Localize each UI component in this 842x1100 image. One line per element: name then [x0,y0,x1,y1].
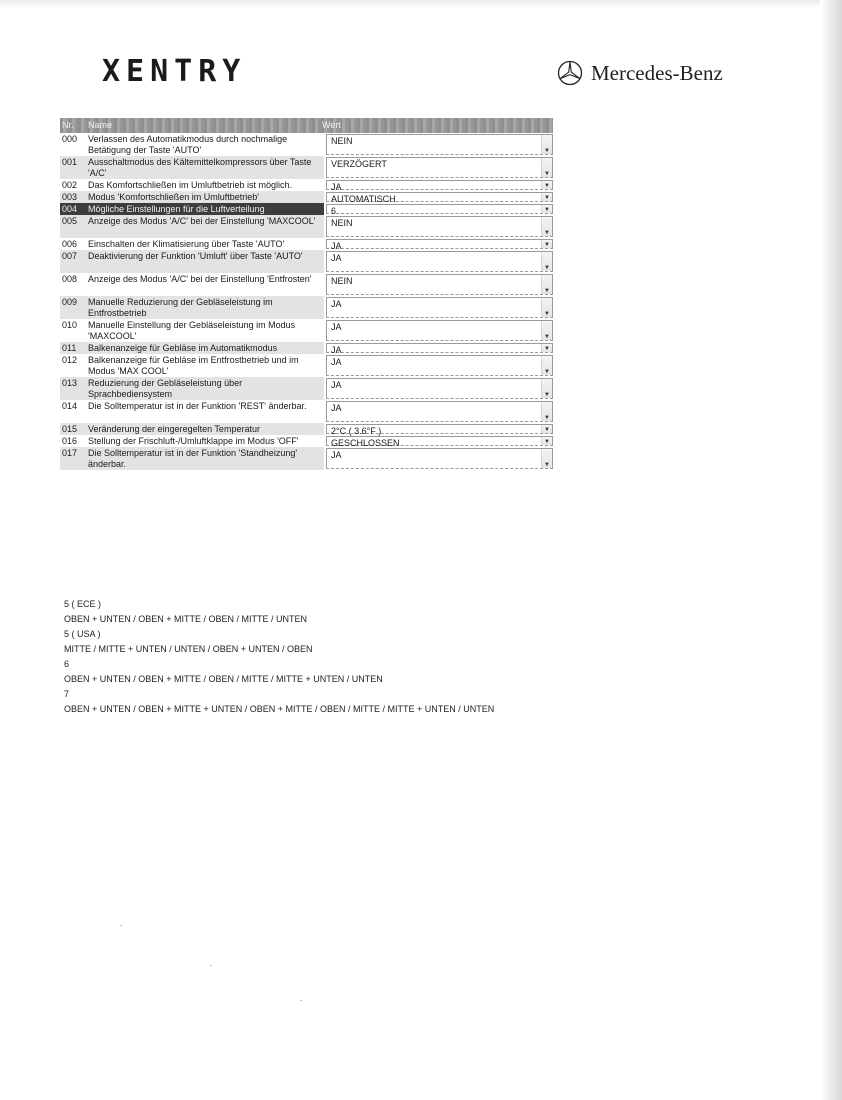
coding-table [60,118,553,470]
value-select[interactable] [326,424,553,434]
value-text: VERZÖGERT [331,159,387,169]
row-name: Anzeige des Modus 'A/C' bei der Einstellung 'MAXCOOL' [86,215,324,238]
table-row[interactable] [60,203,553,215]
value-text: JA [331,322,342,332]
dropdown-arrow-icon[interactable]: ▼ [541,379,552,398]
row-number: 012 [62,355,78,365]
mercedes-benz-logo [557,60,723,86]
table-row[interactable] [60,238,553,250]
row-name: Manuelle Reduzierung der Gebläseleistung im Entfrostbetrieb [86,296,324,319]
value-select[interactable] [326,239,553,249]
value-text: NEIN [331,276,353,286]
value-select[interactable] [326,251,553,272]
value-text: 6 [331,206,337,216]
dropdown-arrow-icon[interactable]: ▼ [541,402,552,421]
mercedes-star-icon [557,60,583,86]
row-number: 007 [60,250,86,273]
note-line: 6 [64,659,70,669]
row-number: 016 [62,436,78,446]
note-line: MITTE / MITTE + UNTEN / UNTEN / OBEN + UNTEN / OBEN [64,644,313,654]
table-row[interactable] [60,215,553,238]
row-number: 008 [62,274,78,284]
table-row[interactable] [60,435,553,447]
value-text: NEIN [331,218,353,228]
table-row[interactable] [60,133,553,156]
dropdown-arrow-icon[interactable]: ▼ [541,158,552,177]
row-name: Mögliche Einstellungen für die Luftverteilung [86,203,324,215]
row-number: 010 [62,320,78,330]
scan-edge-top [0,0,842,8]
value-select[interactable] [326,401,553,422]
value-text: JA [331,182,342,192]
column-header-name: Name [88,120,113,130]
dropdown-arrow-icon[interactable]: ▼ [541,217,552,236]
column-header-wert: Wert [322,120,341,130]
table-row[interactable] [60,156,553,179]
row-name: Manuelle Einstellung der Gebläseleistung im Modus 'MAXCOOL' [88,320,296,341]
value-select[interactable] [326,180,553,190]
value-select[interactable] [326,448,553,469]
air-distribution-notes [64,597,494,717]
table-row[interactable] [60,447,553,470]
row-name: Verlassen des Automatikmodus durch nochmalige Betätigung der Taste 'AUTO' [88,134,288,155]
note-line: 7 [64,689,70,699]
value-select[interactable] [326,378,553,399]
row-name: Deaktivierung der Funktion 'Umluft' über Taste 'AUTO' [86,250,324,273]
table-row[interactable] [60,400,553,423]
value-text: JA [331,253,342,263]
row-number: 003 [60,191,86,203]
value-text: JA [331,241,342,251]
table-row[interactable] [60,423,553,435]
brand-name: Mercedes-Benz [591,60,723,85]
row-name: Die Solltemperatur ist in der Funktion 'REST' änderbar. [88,401,307,411]
row-name: Reduzierung der Gebläseleistung über Sprachbediensystem [86,377,324,400]
value-text: AUTOMATISCH [331,194,396,204]
table-row[interactable] [60,354,553,377]
dropdown-arrow-icon[interactable]: ▼ [541,321,552,340]
row-name: Stellung der Frischluft-/Umluftklappe im Modus 'OFF' [88,436,299,446]
dropdown-arrow-icon[interactable]: ▼ [541,356,552,375]
row-number: 013 [60,377,86,400]
value-text: JA [331,450,342,460]
scan-speck [210,965,212,966]
table-header [60,118,553,133]
dropdown-arrow-icon[interactable]: ▼ [541,205,552,213]
value-text: JA [331,299,342,309]
row-name: Das Komfortschließen im Umluftbetrieb ist möglich. [88,180,293,190]
dropdown-arrow-icon[interactable]: ▼ [541,344,552,352]
row-name: Balkenanzeige für Gebläse im Automatikmodus [86,342,324,354]
value-select[interactable] [326,216,553,237]
row-name: Die Solltemperatur ist in der Funktion 'Standheizung' änderbar. [86,447,324,470]
row-number: 011 [60,342,86,354]
table-row[interactable] [60,377,553,400]
row-name: Veränderung der eingeregelten Temperatur [86,423,324,435]
table-row[interactable] [60,296,553,319]
scan-speck [300,1000,302,1001]
row-number: 006 [62,239,78,249]
dropdown-arrow-icon[interactable]: ▼ [541,252,552,271]
dropdown-arrow-icon[interactable]: ▼ [541,240,552,248]
value-select[interactable] [326,320,553,341]
table-row[interactable] [60,273,553,296]
row-number: 009 [60,296,86,319]
row-number: 004 [60,203,86,215]
row-number: 005 [60,215,86,238]
value-text: NEIN [331,136,353,146]
dropdown-arrow-icon[interactable]: ▼ [541,449,552,468]
row-name: Balkenanzeige für Gebläse im Entfrostbetrieb und im Modus 'MAX COOL' [88,355,299,376]
value-select[interactable] [326,436,553,446]
note-line: 5 ( ECE ) [64,599,102,609]
value-select[interactable] [326,204,553,214]
table-row[interactable] [60,191,553,203]
value-text: JA [331,380,342,390]
table-row[interactable] [60,319,553,342]
value-select[interactable] [326,192,553,202]
value-select[interactable] [326,343,553,353]
row-number: 002 [62,180,78,190]
dropdown-arrow-icon[interactable]: ▼ [541,275,552,294]
dropdown-arrow-icon[interactable]: ▼ [541,135,552,154]
scan-edge-right [820,0,842,1100]
value-text: GESCHLOSSEN [331,438,400,448]
value-text: JA [331,345,342,355]
note-line: OBEN + UNTEN / OBEN + MITTE / OBEN / MITTE / MITTE + UNTEN / UNTEN [64,674,383,684]
row-number: 017 [60,447,86,470]
note-line: OBEN + UNTEN / OBEN + MITTE / OBEN / MITTE / UNTEN [64,614,308,624]
dropdown-arrow-icon[interactable]: ▼ [541,425,552,433]
value-text: JA [331,357,342,367]
dropdown-arrow-icon[interactable]: ▼ [541,437,552,445]
row-name: Ausschaltmodus des Kältemittelkompressors über Taste 'A/C' [86,156,324,179]
dropdown-arrow-icon[interactable]: ▼ [541,181,552,189]
row-number: 015 [60,423,86,435]
row-name: Anzeige des Modus 'A/C' bei der Einstellung 'Entfrosten' [88,274,312,284]
table-row[interactable] [60,342,553,354]
value-select[interactable] [326,274,553,295]
table-row[interactable] [60,179,553,191]
value-text: JA [331,403,342,413]
value-text: 2°C ( 3.6°F ) [331,426,382,436]
table-body [60,133,553,470]
row-number: 000 [62,134,78,144]
scan-speck [120,925,122,926]
row-number: 014 [62,401,78,411]
column-header-nr: Nr. [62,120,74,130]
value-select[interactable] [326,157,553,178]
value-select[interactable] [326,134,553,155]
value-select[interactable] [326,355,553,376]
dropdown-arrow-icon[interactable]: ▼ [541,193,552,201]
note-line: OBEN + UNTEN / OBEN + MITTE + UNTEN / OBEN + MITTE / OBEN / MITTE / MITTE + UNTEN / UNTEN [64,704,495,714]
dropdown-arrow-icon[interactable]: ▼ [541,298,552,317]
row-number: 001 [60,156,86,179]
table-row[interactable] [60,250,553,273]
row-name: Modus 'Komfortschließen im Umluftbetrieb' [86,191,324,203]
row-name: Einschalten der Klimatisierung über Taste 'AUTO' [88,239,285,249]
value-select[interactable] [326,297,553,318]
xentry-logo: XENTRY [102,54,247,89]
note-line: 5 ( USA ) [64,629,101,639]
